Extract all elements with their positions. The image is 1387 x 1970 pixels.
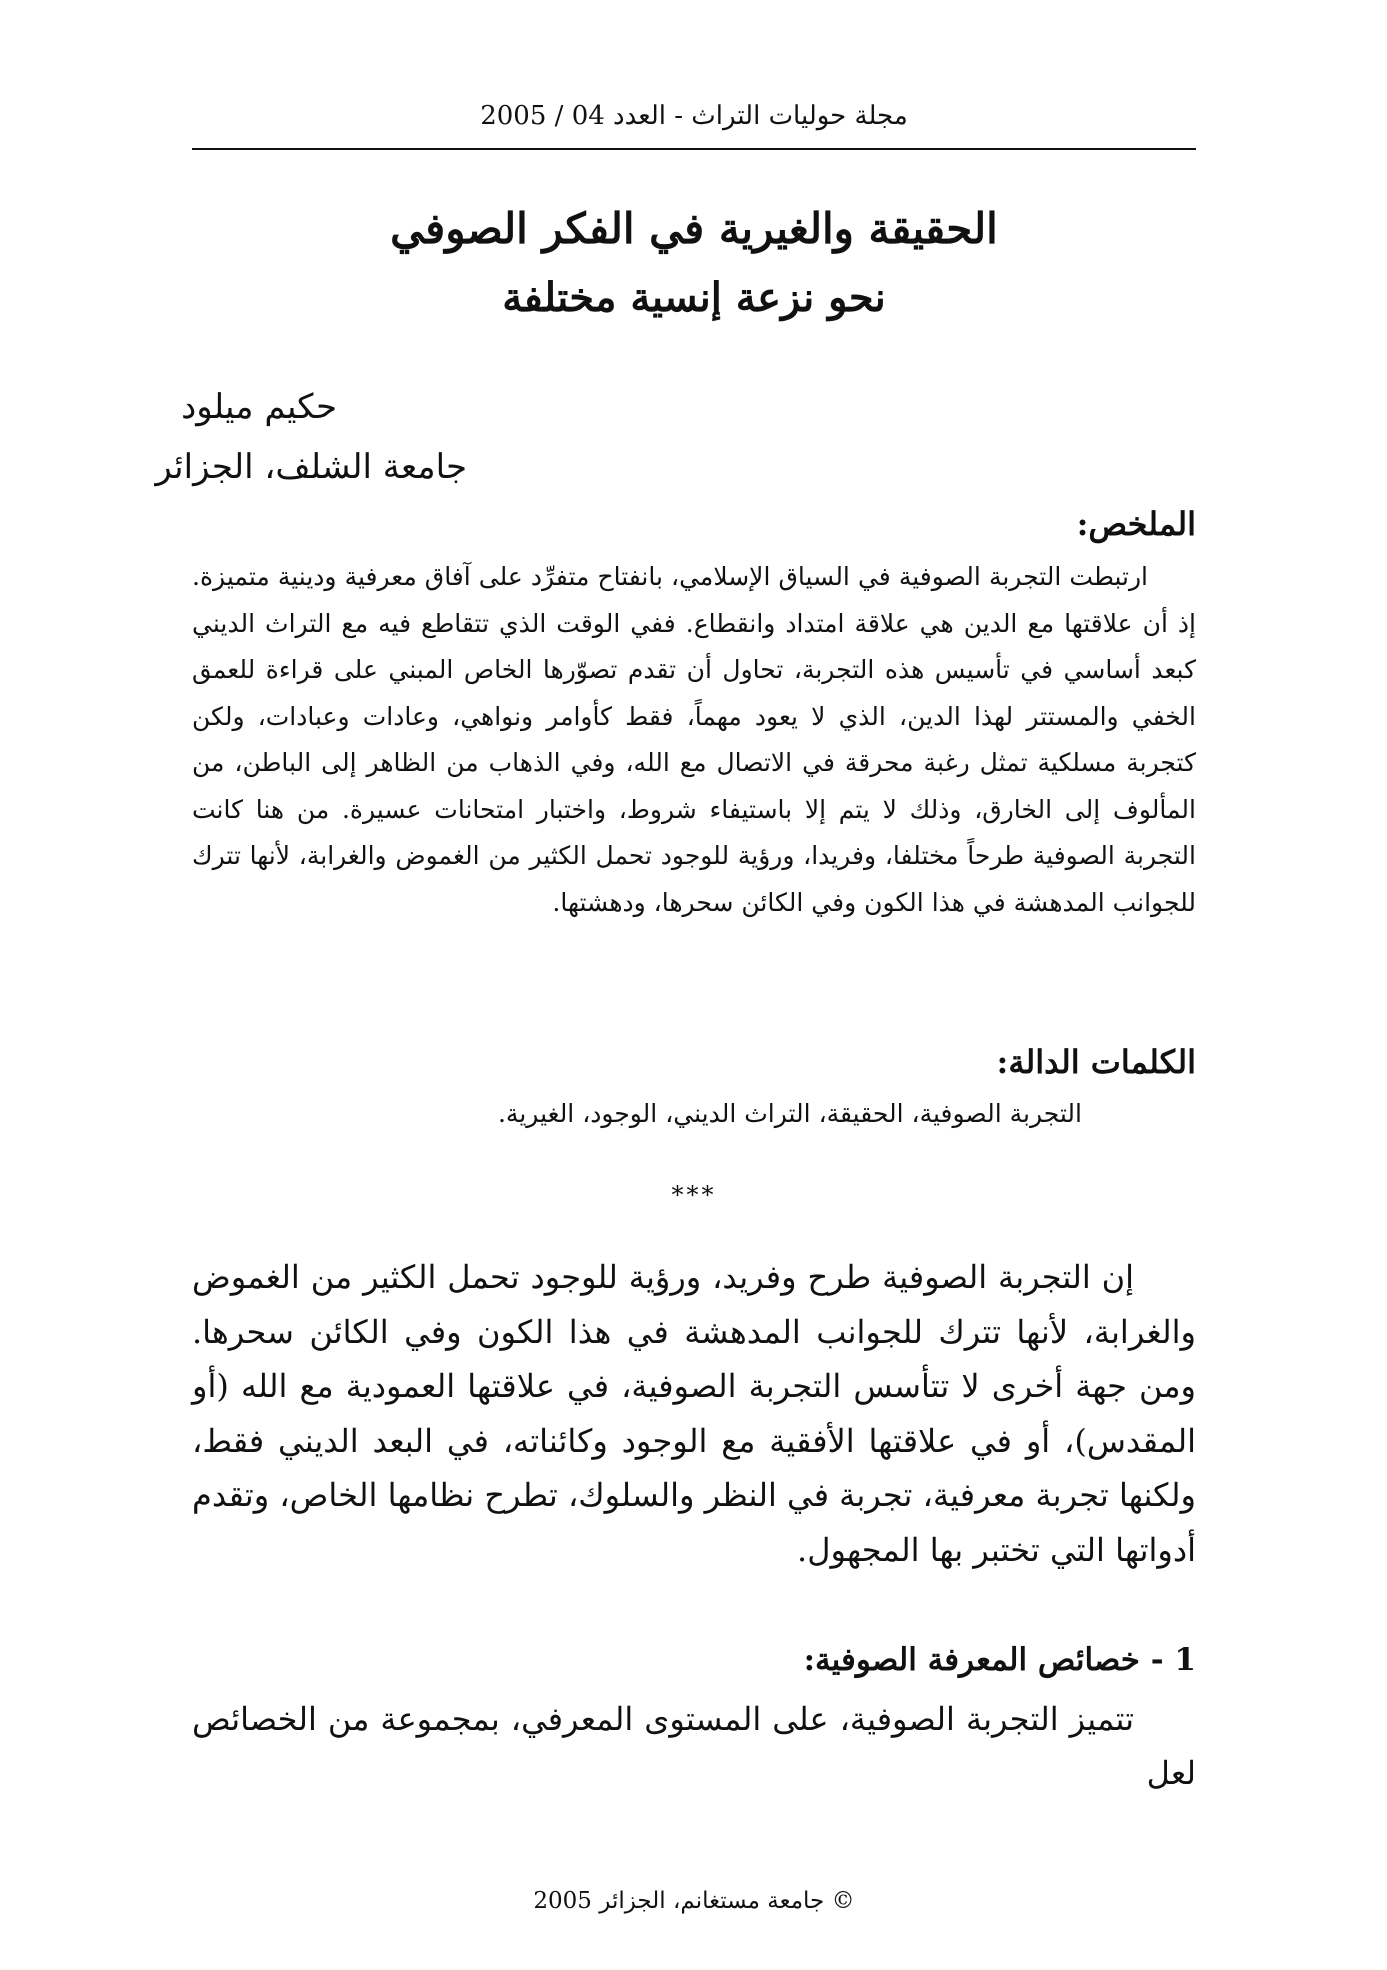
section-separator: *** — [671, 1181, 717, 1209]
article-subtitle: نحو نزعة إنسية مختلفة — [502, 274, 886, 321]
section-heading: 1 - خصائص المعرفة الصوفية: — [803, 1642, 1196, 1678]
article-title: الحقيقة والغيرية في الفكر الصوفي — [390, 204, 998, 253]
section-intro-paragraph: تتميز التجربة الصوفية، على المستوى المعرفي، بمجموعة من الخصائص لعل — [192, 1700, 1196, 1792]
abstract-heading: الملخص: — [1076, 505, 1196, 543]
abstract-text — [192, 554, 1196, 926]
keywords-heading: الكلمات الدالة: — [996, 1043, 1196, 1081]
abstract-paragraph: ارتبطت التجربة الصوفية في السياق الإسلامي، بانفتاح متفرِّد على آفاق معرفية ودينية متميزة. إذ أن علاقتها مع الدين هي علاقة امتداد وانقطاع. ففي الوقت الذي تتقاطع فيه مع التراث الديني كبعد أساسي في تأسيس هذه التجربة، تحاول أن تقدم تصوّرها الخاص المبني على قراءة للعمق الخفي والمستتر لهذا الدين، الذي لا يعود مهماً، فقط كأوامر ونواهي، وعادات وعبادات، ولكن كتجربة مسلكية تمثل رغبة محرقة في الاتصال مع الله، وفي الذهاب من الظاهر إلى الباطن، من المألوف إلى الخارق، وذلك لا يتم إلا باستيفاء شروط، واختبار امتحانات عسيرة. من هنا كانت التجربة الصوفية طرحاً مختلفا، وفريدا، ورؤية للوجود تحمل الكثير من الغموض والغرابة، لأنها تترك للجوانب المدهشة في هذا الكون وفي الكائن سحرها، ودهشتها. — [192, 562, 1196, 917]
author-name: حكيم ميلود — [181, 387, 337, 427]
keywords-list: التجربة الصوفية، الحقيقة، التراث الديني، الوجود، الغيرية. — [497, 1099, 1082, 1128]
body-paragraph: إن التجربة الصوفية طرح وفريد، ورؤية للوجود تحمل الكثير من الغموض والغرابة، لأنها تترك للجوانب المدهشة في هذا الكون وفي الكائن سحرها. ومن جهة أخرى لا تتأسس التجربة الصوفية، في علاقتها العمودية مع الله (أو المقدس)، أو في علاقتها الأفقية مع الوجود وكائناته، في البعد الديني فقط، ولكنها تجربة معرفية، تجربة في النظر والسلوك، تطرح نظامها الخاص، وتقدم أدواتها التي تختبر بها المجهول. — [192, 1258, 1197, 1569]
page-footer: © جامعة مستغانم، الجزائر 2005 — [533, 1888, 855, 1914]
author-affiliation: جامعة الشلف، الجزائر — [155, 447, 467, 487]
body-text — [192, 1250, 1196, 1577]
section-intro-text — [192, 1692, 1196, 1800]
running-header: مجلة حوليات التراث - العدد 04 / 2005 — [480, 101, 908, 131]
header-divider — [192, 148, 1196, 150]
